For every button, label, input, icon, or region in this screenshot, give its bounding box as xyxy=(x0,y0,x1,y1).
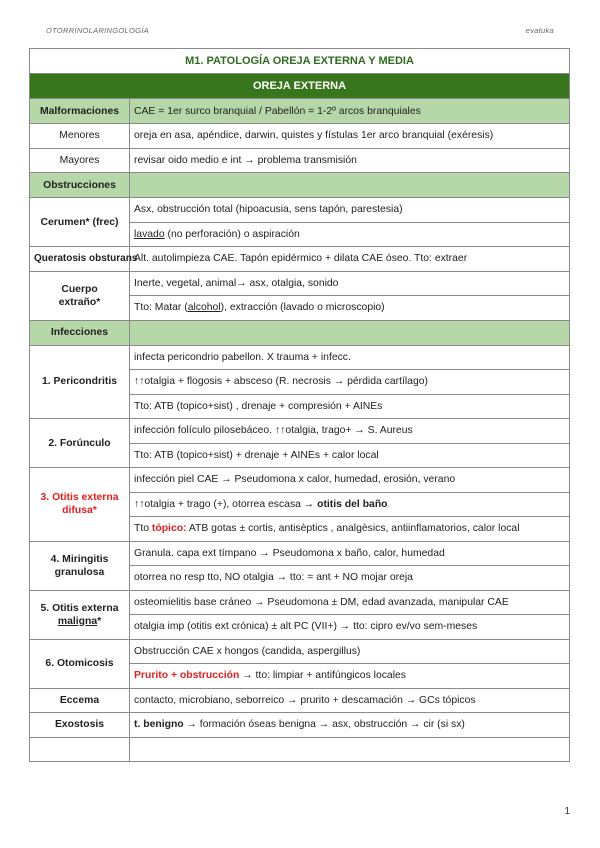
miringitis-text-2: otorrea no resp tto, NO otalgia → tto: = ant + NO mojar oreja xyxy=(130,566,570,591)
maligna-text-2: otalgia imp (otitis ext crónica) ± alt PC (VII+) → tto: cipro ev/vo sem-meses xyxy=(130,615,570,640)
menores-text: oreja en asa, apéndice, darwin, quistes y fístulas 1er arco branquial (exéresis) xyxy=(130,124,570,149)
otitis-del-bano: otitis del baño xyxy=(317,498,388,510)
miringitis-text-1: Granula. capa ext tímpano → Pseudomona x baño, calor, humedad xyxy=(130,541,570,566)
page-number: 1 xyxy=(564,806,570,817)
header-subject: OTORRINOLARINGOLOGÍA xyxy=(46,26,149,35)
menores-label: Menores xyxy=(30,124,130,149)
otomicosis-prurito: Prurito + obstrucción xyxy=(134,670,240,682)
pericondritis-text-2: ↑↑otalgia + flogosis + absceso (R. necrosis → pérdida cartílago) xyxy=(130,370,570,395)
cuerpo-text-2b: ), extracción (lavado o microscopio) xyxy=(220,302,385,314)
pericondritis-text-1: infecta pericondrio pabellon. X trauma + infecc. xyxy=(130,345,570,370)
empty-cell-right xyxy=(130,737,570,762)
forunculo-label: 2. Forúnculo xyxy=(30,419,130,468)
cuerpo-text-2a: Tto: Matar ( xyxy=(134,302,188,314)
header-author: evatuka xyxy=(525,26,554,35)
infecciones-empty xyxy=(130,320,570,345)
otomicosis-label: 6. Otomicosis xyxy=(30,639,130,688)
pericondritis-label: 1. Pericondritis xyxy=(30,345,130,419)
otitis-text-3c: ATB gotas ± cortis, antisèptics , analgèsics, antiinflamatorios, calor local xyxy=(186,523,520,535)
malformaciones-text: CAE = 1er surco branquial / Pabellón = 1-2º arcos branquiales xyxy=(130,99,570,124)
otomicosis-text-2 xyxy=(130,664,570,689)
notes-table xyxy=(29,48,570,762)
cuerpo-text-2 xyxy=(130,296,570,321)
otitis-text-3 xyxy=(130,517,570,542)
cerumen-text-2-rest: (no perforación) o aspiración xyxy=(164,228,300,240)
maligna-label-a: 5. Otitis externa xyxy=(40,602,119,614)
maligna-label-u: maligna xyxy=(57,615,98,627)
cerumen-text-2 xyxy=(130,222,570,247)
document-title: M1. PATOLOGÍA OREJA EXTERNA Y MEDIA xyxy=(30,49,570,74)
maligna-label-b: * xyxy=(97,615,102,627)
exostosis-text-b: → formación óseas benigna → asx, obstrucción → cir (si sx) xyxy=(183,719,465,731)
section-band-oreja-externa: OREJA EXTERNA xyxy=(30,74,570,99)
exostosis-label: Exostosis xyxy=(30,713,130,738)
cuerpo-text-1: Inerte, vegetal, animal→ asx, otalgia, sonido xyxy=(130,271,570,296)
eccema-label: Eccema xyxy=(30,688,130,713)
queratosis-label: Queratosis obsturans xyxy=(30,247,130,272)
forunculo-text-2: Tto: ATB (topico+sist) + drenaje + AINEs + calor local xyxy=(130,443,570,468)
empty-cell-left xyxy=(30,737,130,762)
otitis-maligna-label xyxy=(30,590,130,639)
infecciones-label: Infecciones xyxy=(30,320,130,345)
otitis-text-3a: Tto xyxy=(134,523,152,535)
otomicosis-text-1: Obstrucción CAE x hongos (candida, aspergillus) xyxy=(130,639,570,664)
mayores-text: revisar oido medio e int → problema transmisión xyxy=(130,148,570,173)
obstrucciones-empty xyxy=(130,173,570,198)
page-header xyxy=(46,26,554,40)
mayores-label: Mayores xyxy=(30,148,130,173)
exostosis-text xyxy=(130,713,570,738)
cuerpo-extrano-label: Cuerpo extraño* xyxy=(30,271,130,320)
otomicosis-text-2b: → tto: limpiar + antifúngicos locales xyxy=(239,670,406,682)
pericondritis-text-3: Tto: ATB (topico+sist) , drenaje + compresión + AINEs xyxy=(130,394,570,419)
forunculo-text-1: infección folículo pilosebáceo. ↑↑otalgia, trago+ → S. Aureus xyxy=(130,419,570,444)
malformaciones-label: Malformaciones xyxy=(30,99,130,124)
otitis-externa-difusa-label: 3. Otitis externa difusa* xyxy=(30,468,130,542)
cuerpo-alcohol: alcohol xyxy=(187,302,221,314)
cerumen-text-1: Asx, obstrucción total (hipoacusia, sens tapón, parestesia) xyxy=(130,198,570,223)
otitis-text-2a: ↑↑otalgia + trago (+), otorrea escasa → xyxy=(134,498,318,510)
cerumen-label: Cerumen* (frec) xyxy=(30,198,130,247)
queratosis-text: Alt. autolimpieza CAE. Tapón epidérmico + dilata CAE óseo. Tto: extraer xyxy=(130,247,570,272)
eccema-text: contacto, microbiano, seborreico → prurito + descamación → GCs tópicos xyxy=(130,688,570,713)
otitis-text-2 xyxy=(130,492,570,517)
exostosis-benigno: t. benigno xyxy=(134,719,184,731)
cerumen-lavado: lavado xyxy=(134,228,165,240)
otitis-topico: tópico: xyxy=(151,523,187,535)
otitis-text-1: infección piel CAE → Pseudomona x calor, humedad, erosión, verano xyxy=(130,468,570,493)
maligna-text-1: osteomielitis base cráneo → Pseudomona ± DM, edad avanzada, manipular CAE xyxy=(130,590,570,615)
miringitis-label: 4. Miringitis granulosa xyxy=(30,541,130,590)
obstrucciones-label: Obstrucciones xyxy=(30,173,130,198)
